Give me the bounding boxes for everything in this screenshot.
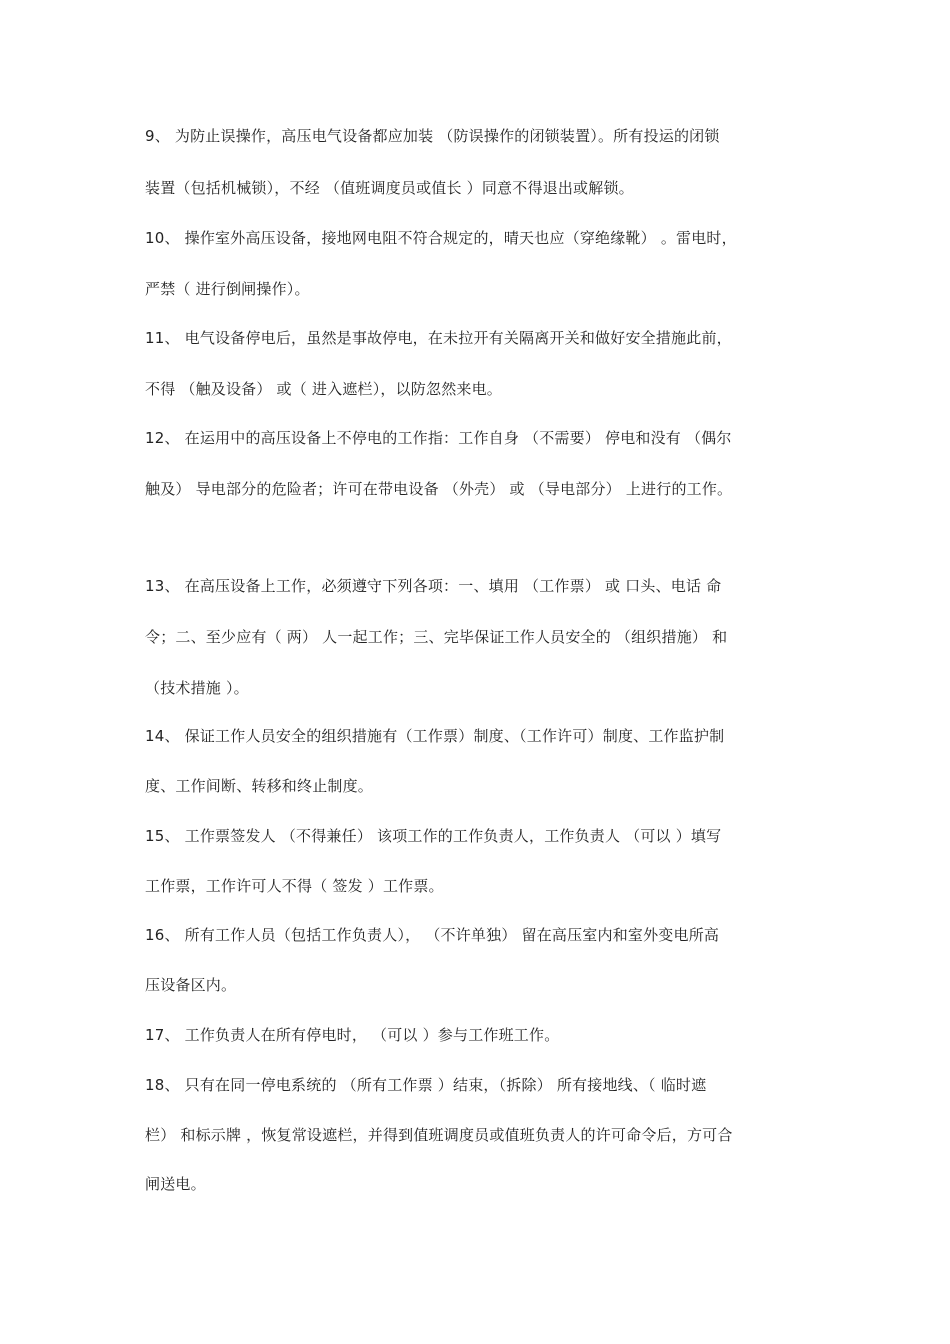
q18-line-1: 18、 只有在同一停电系统的 （所有工作票 ）结束，（拆除） 所有接地线、（ 临时遮 — [145, 1076, 707, 1094]
q10-line-2: 严禁（ 进行倒闸操作）。 — [145, 280, 310, 298]
q12-line-1: 12、 在运用中的高压设备上不停电的工作指：工作自身 （不需要） 停电和没有 （偶尔 — [145, 429, 732, 447]
q15-line-2: 工作票，工作许可人不得（ 签发 ）工作票。 — [145, 877, 444, 895]
q18-line-2: 栏） 和标示牌 ，恢复常设遮栏，并得到值班调度员或值班负责人的许可命令后，方可合 — [145, 1126, 733, 1144]
q14-line-2: 度、工作间断、转移和终止制度。 — [145, 777, 374, 795]
q11-line-2: 不得 （触及设备） 或（ 进入遮栏），以防忽然来电。 — [145, 380, 503, 398]
q12-line-2: 触及） 导电部分的危险者；许可在带电设备 （外壳） 或 （导电部分） 上进行的工作。 — [145, 480, 733, 498]
q17-line-1: 17、 工作负责人在所有停电时， （可以 ）参与工作班工作。 — [145, 1026, 560, 1044]
q9-line-1: 9、 为防止误操作，高压电气设备都应加装 （防误操作的闭锁装置）。所有投运的闭锁 — [145, 127, 720, 145]
q14-line-1: 14、 保证工作人员安全的组织措施有（工作票）制度、（工作许可）制度、工作监护制 — [145, 727, 725, 745]
q11-line-1: 11、 电气设备停电后，虽然是事故停电，在未拉开有关隔离开关和做好安全措施此前， — [145, 329, 732, 347]
q16-line-2: 压设备区内。 — [145, 976, 237, 994]
q18-line-3: 闸送电。 — [145, 1175, 206, 1193]
q9-line-2: 装置（包括机械锁），不经 （值班调度员或值长 ）同意不得退出或解锁。 — [145, 179, 634, 197]
q13-line-2: 令；二、至少应有（ 两） 人一起工作；三、完毕保证工作人员安全的 （组织措施） 和 — [145, 628, 728, 646]
q13-line-3: （技术措施 ）。 — [145, 679, 249, 697]
q13-line-1: 13、 在高压设备上工作，必须遵守下列各项：一、填用 （工作票） 或 口头、电话 命 — [145, 577, 722, 595]
q16-line-1: 16、 所有工作人员（包括工作负责人）， （不许单独） 留在高压室内和室外变电所高 — [145, 926, 720, 944]
q15-line-1: 15、 工作票签发人 （不得兼任） 该项工作的工作负责人，工作负责人 （可以 ）填写 — [145, 827, 722, 845]
q10-line-1: 10、 操作室外高压设备，接地网电阻不符合规定的，晴天也应（穿绝缘靴） 。雷电时， — [145, 229, 737, 247]
